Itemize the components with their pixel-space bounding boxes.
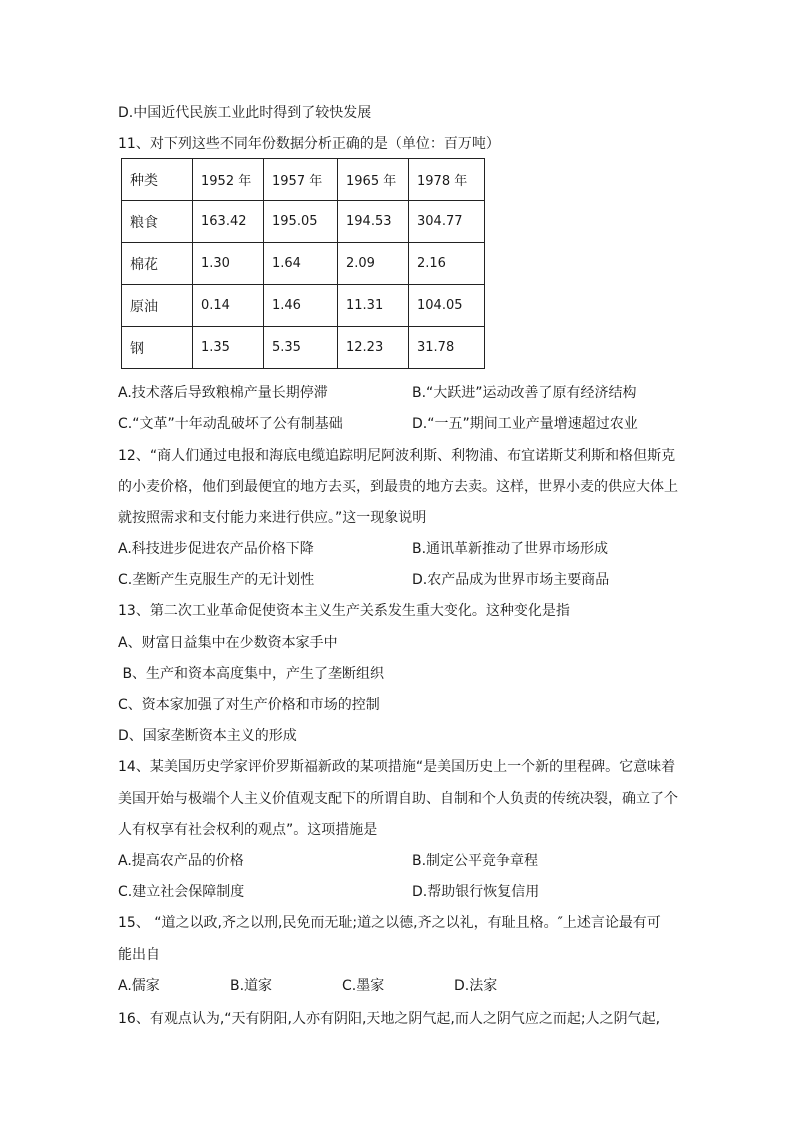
table-cell: 194.53: [338, 201, 409, 243]
q15-stem-line: 15、 “道之以政,齐之以刑,民免而无耻;道之以德,齐之以礼，有耻且格。″上述言论最有可: [118, 915, 661, 931]
table-cell: 原油: [122, 285, 193, 327]
table-row: [122, 243, 485, 285]
table-cell: 104.05: [409, 285, 485, 327]
table-cell: 5.35: [264, 327, 338, 369]
q11-option-c: C.“文革”十年动乱破坏了公有制基础: [118, 416, 343, 432]
table-cell: 304.77: [409, 201, 485, 243]
table-row: [122, 201, 485, 243]
q12-stem-line: 的小麦价格，他们到最便宜的地方去买，到最贵的地方去卖。这样，世界小麦的供应大体上: [118, 479, 678, 495]
q11-option-b: B.“大跃进”运动改善了原有经济结构: [412, 385, 637, 401]
q11-option-d: D.“一五”期间工业产量增速超过农业: [412, 416, 638, 432]
q15-stem-line: 能出自: [118, 947, 160, 963]
q14-stem-line: 美国开始与极端个人主义价值观支配下的所谓自助、自制和个人负责的传统决裂，确立了个: [118, 791, 678, 807]
table-cell: 31.78: [409, 327, 485, 369]
q12-option-a: A.科技进步促进农产品价格下降: [118, 541, 314, 557]
production-data-table: [121, 158, 485, 369]
table-cell: 1.35: [193, 327, 264, 369]
table-cell: 1.46: [264, 285, 338, 327]
table-row: [122, 285, 485, 327]
q15-option-a: A.儒家: [118, 978, 160, 994]
q14-stem-line: 人有权享有社会权利的观点”。这项措施是: [118, 822, 378, 838]
q15-option-c: C.墨家: [342, 978, 385, 994]
q14-stem-line: 14、某美国历史学家评价罗斯福新政的某项措施“是美国历史上一个新的里程碑。它意味着: [118, 759, 676, 775]
table-cell: 2.09: [338, 243, 409, 285]
q13-option-a: A、财富日益集中在少数资本家手中: [118, 635, 338, 651]
table-cell: 棉花: [122, 243, 193, 285]
q13-stem: 13、第二次工业革命促使资本主义生产关系发生重大变化。这种变化是指: [118, 603, 570, 619]
q12-option-c: C.垄断产生克服生产的无计划性: [118, 572, 315, 588]
q12-stem-line: 12、“商人们通过电报和海底电缆追踪明尼阿波利斯、利物浦、布宜诺斯艾利斯和格但斯克: [118, 448, 676, 464]
table-header-cell: 1957 年: [264, 159, 338, 201]
q12-option-d: D.农产品成为世界市场主要商品: [412, 572, 610, 588]
table-cell: 12.23: [338, 327, 409, 369]
q12-stem-line: 就按照需求和支付能力来进行供应。”这一现象说明: [118, 510, 427, 526]
table-header-cell: 1965 年: [338, 159, 409, 201]
q14-option-c: C.建立社会保障制度: [118, 884, 245, 900]
q15-option-b: B.道家: [230, 978, 273, 994]
q11-stem: 11、对下列这些不同年份数据分析正确的是（单位：百万吨）: [118, 136, 500, 152]
table-cell: 2.16: [409, 243, 485, 285]
table-cell: 钢: [122, 327, 193, 369]
table-cell: 粮食: [122, 201, 193, 243]
table-cell: 1.64: [264, 243, 338, 285]
table-header-cell: 1952 年: [193, 159, 264, 201]
table-cell: 195.05: [264, 201, 338, 243]
q14-option-b: B.制定公平竞争章程: [412, 853, 539, 869]
q16-stem: 16、有观点认为,“天有阴阳,人亦有阴阳,天地之阴气起,而人之阴气应之而起;人之阴气起,: [118, 1011, 661, 1027]
q13-option-b: B、生产和资本高度集中，产生了垄断组织: [118, 666, 385, 682]
q14-option-a: A.提高农产品的价格: [118, 853, 244, 869]
table-header-row: [122, 159, 485, 201]
q13-option-c: C、资本家加强了对生产价格和市场的控制: [118, 697, 380, 713]
table-cell: 1.30: [193, 243, 264, 285]
q10-option-d: D.中国近代民族工业此时得到了较快发展: [118, 105, 372, 121]
table-header-cell: 1978 年: [409, 159, 485, 201]
q15-option-d: D.法家: [454, 978, 498, 994]
q12-option-b: B.通讯革新推动了世界市场形成: [412, 541, 609, 557]
q14-option-d: D.帮助银行恢复信用: [412, 884, 540, 900]
table-row: [122, 327, 485, 369]
q11-option-a: A.技术落后导致粮棉产量长期停滞: [118, 385, 328, 401]
table-cell: 0.14: [193, 285, 264, 327]
table-cell: 163.42: [193, 201, 264, 243]
table-header-cell: 种类: [122, 159, 193, 201]
q13-option-d: D、国家垄断资本主义的形成: [118, 728, 297, 744]
table-cell: 11.31: [338, 285, 409, 327]
